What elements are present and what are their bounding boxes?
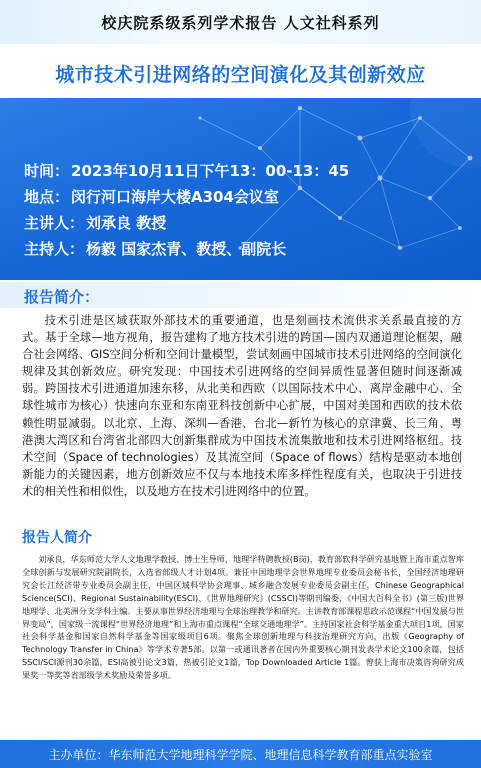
bio-body (22, 553, 464, 682)
footer-bar (0, 740, 481, 768)
time-line (24, 160, 349, 181)
speaker-value: 刘承良 教授 (86, 214, 167, 232)
time-value: 2023年10月11日下午13：00-13：45 (71, 162, 350, 180)
host-line (24, 238, 286, 259)
place-value: 闵行河口海岸大楼A304会议室 (71, 188, 279, 206)
series-title: 校庆院系级系列学术报告 人文社科系列 (101, 14, 380, 32)
event-info-panel (0, 98, 481, 280)
bio-text: 刘承良，华东师范大学人文地理学教授、博士生导师，地理学特聘教授(B岗)，教育部软科学研究基地暨上海市重点智库全球创新与发展研究院副院长，入选省部级人才计划4项。兼任中国地理学会世界地理专业委员会秘书长，全国经济地理研究会长江经济带专业委员会副主任，中国区域科学协会理事、城乡融合发展专业委员会副主任，Chinese Geographical Science(SCI)、Regional Sustainability(ESCI)、《世界地理研究》(CSSCI)等期刊编委，《中国大百科全书》(第三版)世界地理学、北美洲分支学科主编。主要从事世界经济地理与全球治理教学和研究。主讲教育部课程思政示范课程“中国发展与世界变局”，国家级一流课程“世界经济地理”和上海市重点课程“全球交通地理学”。主持国家社会科学基金重大项目1项，国家社会科学基金和国家自然科学基金等国家级项目6项。聚焦全球创新地理与科技治理研究方向，出版《Geography of Technology Transfer in China》等学术专著5部。以第一或通讯著者在国内外重要核心期刊发表学术论文100余篇，包括SSCI/SCI源刊30余篇，ESI高被引论文3篇，热被引论文1篇，Top Downloaded Article 1篇。曾获上海市决策咨询研究成果奖一等奖等省部级学术奖励及荣誉多项。 (22, 554, 464, 681)
host-label: 主持人： (24, 240, 85, 258)
speaker-label: 主讲人： (24, 214, 85, 232)
speaker-line (24, 212, 166, 233)
time-label: 时间： (24, 162, 70, 180)
place-line (24, 186, 279, 207)
host-value: 杨毅 国家杰青、教授、副院长 (86, 240, 287, 258)
bio-heading: 报告人简介 (22, 530, 92, 546)
abstract-text: 技术引进是区域获取外部技术的重要通道，也是刻画技术流供求关系最直接的方式。基于全球—地方视角，报告建构了地方技术引进的跨国—国内双通道理论框架，融合社会网络、GIS空间分析和空间计量模型，尝试刻画中国城市技术引进网络的空间演化规律及其创新效应。研究发现：中国技术引进网络的空间异质性显著但随时间逐渐减弱。跨国技术引进通道加速东移，从北美和西欧（以国际技术中心、离岸金融中心、全球性城市为核心）快速向东亚和东南亚科技创新中心扩展，中国对美国和西欧的技术依赖性明显减弱。以北京、上海、深圳—香港、台北—新竹为核心的京津冀、长三角、粤港澳大湾区和台湾省北部四大创新集群成为中国技术流集散地和技术引进网络枢纽。技术空间（Space of technologies）及其流空间（Space of flows）结构是驱动本地创新能力的关键因素，地方创新效应不仅与本地技术库多样性程度有关，也取决于引进技术的相关性和相似性，以及地方在技术引进网络中的位置。 (22, 314, 462, 498)
abstract-body (22, 312, 462, 500)
talk-title: 城市技术引进网络的空间演化及其创新效应 (55, 64, 426, 86)
abstract-heading: 报告简介： (24, 288, 100, 306)
organizer-text: 主办单位：华东师范大学地理科学学院、地理信息科学教育部重点实验室 (48, 748, 433, 762)
place-label: 地点： (24, 188, 70, 206)
abstract-heading-band (0, 282, 481, 308)
